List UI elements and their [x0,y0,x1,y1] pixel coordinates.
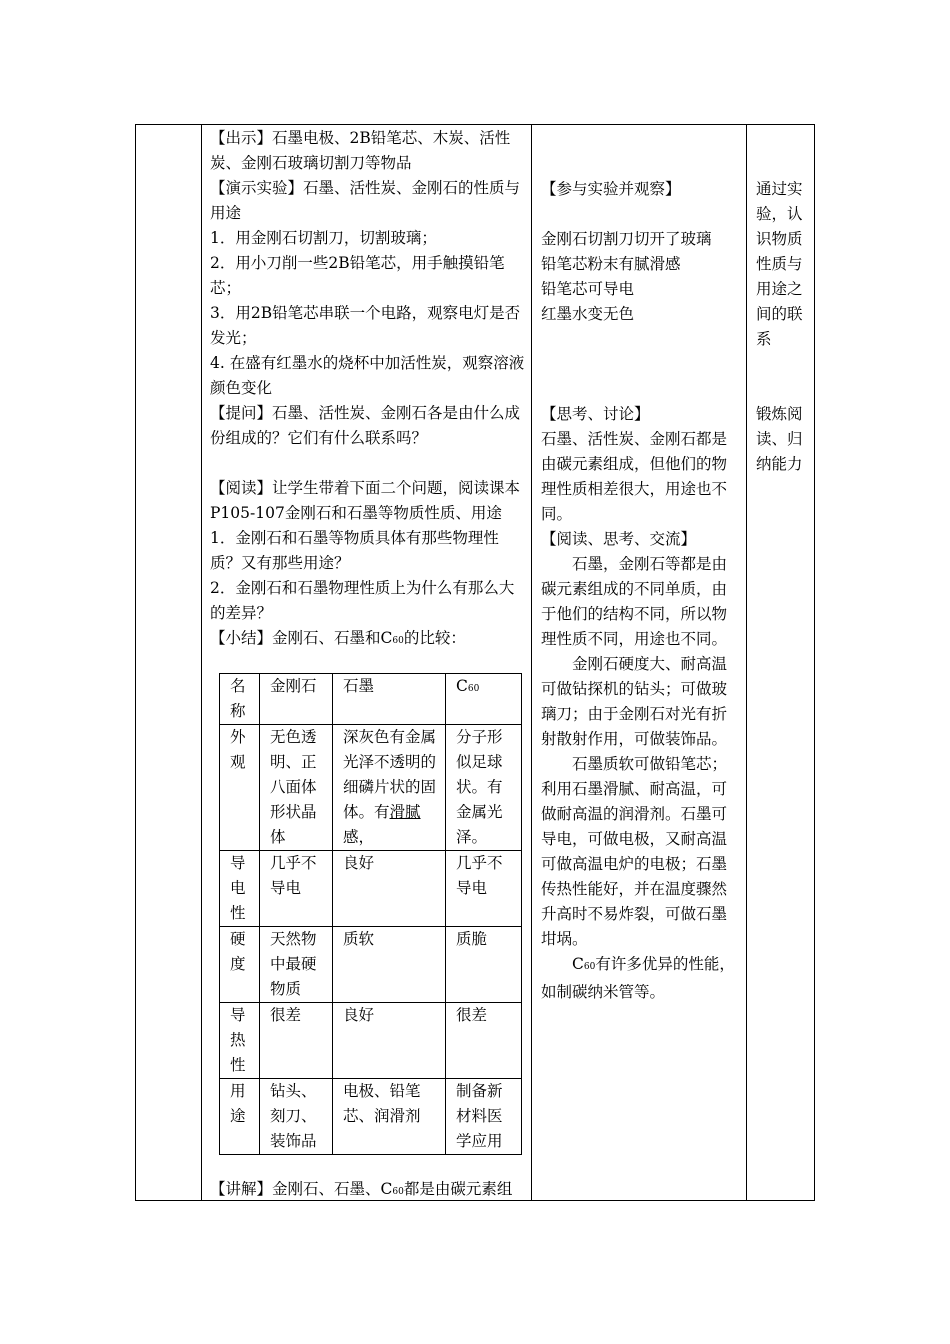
table-row [220,1079,522,1155]
teacher-activity-column [210,126,528,654]
row-label: 导热性 [220,1003,260,1079]
demo-step: 4. 在盛有红墨水的烧杯中加活性炭，观察溶液颜色变化 [210,354,525,397]
exchange-paragraph: 金刚石硬度大、耐高温可做钻探机的钻头；可做玻璃刀；由于金刚石对光有折射散射作用，可做装饰品。 [541,655,728,748]
table-row [220,927,522,1003]
demo-step: 2．用小刀削一些2B铅笔芯，用手触摸铅笔芯； [210,254,505,297]
lesson-plan-table [135,124,815,1201]
row-label: 硬度 [220,927,260,1003]
demo-experiment-title: 【演示实验】石墨、活性炭、金刚石的性质与用途 [210,179,521,222]
cell-graphite: 良好 [333,851,446,927]
summary-heading: 【小结】金刚石、石墨和C60的比较： [210,629,466,647]
cell-diamond: 无色透明、正八面体形状晶体 [260,725,333,851]
demo-step: 3．用2B铅笔芯串联一个电路，观察电灯是否发光； [210,304,521,347]
row-label: 导电性 [220,851,260,927]
header-c60: C60 [446,674,522,725]
intent-item: 通过实验，认识物质性质与用途之间的联系 [756,180,803,348]
discuss-text: 石墨、活性炭、金刚石都是由碳元素组成，但他们的物理性质相差很大，用途也不同。 [541,430,728,523]
explanation: 【讲解】金刚石、石墨、C60都是由碳元素组 [210,1180,513,1198]
observe-title: 【参与实验并观察】 [541,180,681,198]
observation: 铅笔芯粉末有腻滑感 [541,255,681,273]
cell-diamond: 几乎不导电 [260,851,333,927]
reading-task: 【阅读】让学生带着下面二个问题，阅读课本P105-107金刚石和石墨等物质性质、用途 [210,479,521,522]
table-header-row [220,674,522,725]
student-activity-column [541,177,741,1005]
discuss-title: 【思考、讨论】 [541,405,650,423]
cell-diamond: 钻头、刻刀、装饰品 [260,1079,333,1155]
header-diamond: 金刚石 [260,674,333,725]
cell-diamond: 天然物中最硬物质 [260,927,333,1003]
reading-question: 1．金刚石和石墨等物质具体有那些物理性质？又有那些用途？ [210,529,499,572]
row-label: 外观 [220,725,260,851]
cell-c60: 很差 [446,1003,522,1079]
design-intent-column [756,177,812,352]
table-row [220,1003,522,1079]
cell-graphite: 良好 [333,1003,446,1079]
cell-diamond: 很差 [260,1003,333,1079]
column-divider [746,125,747,1200]
header-graphite: 石墨 [333,674,446,725]
cell-c60: 几乎不导电 [446,851,522,927]
row-label: 用途 [220,1079,260,1155]
cell-c60: 分子形似足球状。有金属光泽。 [446,725,522,851]
table-row [220,725,522,851]
exchange-paragraph: C60有许多优异的性能，如制碳纳米管等。 [541,955,735,1001]
demo-step: 1．用金刚石切割刀，切割玻璃； [210,229,437,247]
cell-graphite: 深灰色有金属光泽不透明的细磷片状的固体。有滑腻感， [333,725,446,851]
cell-c60: 制备新材料医学应用 [446,1079,522,1155]
comparison-table [219,673,522,1155]
exchange-paragraph: 石墨，金刚石等都是由碳元素组成的不同单质，由于他们的结构不同，所以物理性质不同，用途也不同。 [541,555,728,648]
cell-graphite: 电极、铅笔芯、润滑剂 [333,1079,446,1155]
observation: 金刚石切割刀切开了玻璃 [541,230,712,248]
observation: 红墨水变无色 [541,305,635,323]
observation: 铅笔芯可导电 [541,280,635,298]
header-name: 名称 [220,674,260,725]
reading-question: 2．金刚石和石墨物理性质上为什么有那么大的差异？ [210,579,515,622]
cell-graphite: 质软 [333,927,446,1003]
column-divider [531,125,532,1200]
exchange-title: 【阅读、思考、交流】 [541,530,697,548]
show-materials: 【出示】石墨电极、2B铅笔芯、木炭、活性炭、金刚石玻璃切割刀等物品 [210,129,511,172]
intent-item-container [756,402,812,477]
intent-item: 锻炼阅读、归纳能力 [756,405,803,473]
column-divider [201,125,202,1200]
exchange-paragraph: 石墨质软可做铅笔芯；利用石墨滑腻、耐高温，可做耐高温的润滑剂。石墨可导电，可做电极，又耐高温可做高温电炉的电极；石墨传热性能好，并在温度骤然升高时不易炸裂，可做石墨坩埚。 [541,755,728,948]
table-row [220,851,522,927]
question: 【提问】石墨、活性炭、金刚石各是由什么成份组成的？它们有什么联系吗？ [210,404,521,447]
cell-c60: 质脆 [446,927,522,1003]
